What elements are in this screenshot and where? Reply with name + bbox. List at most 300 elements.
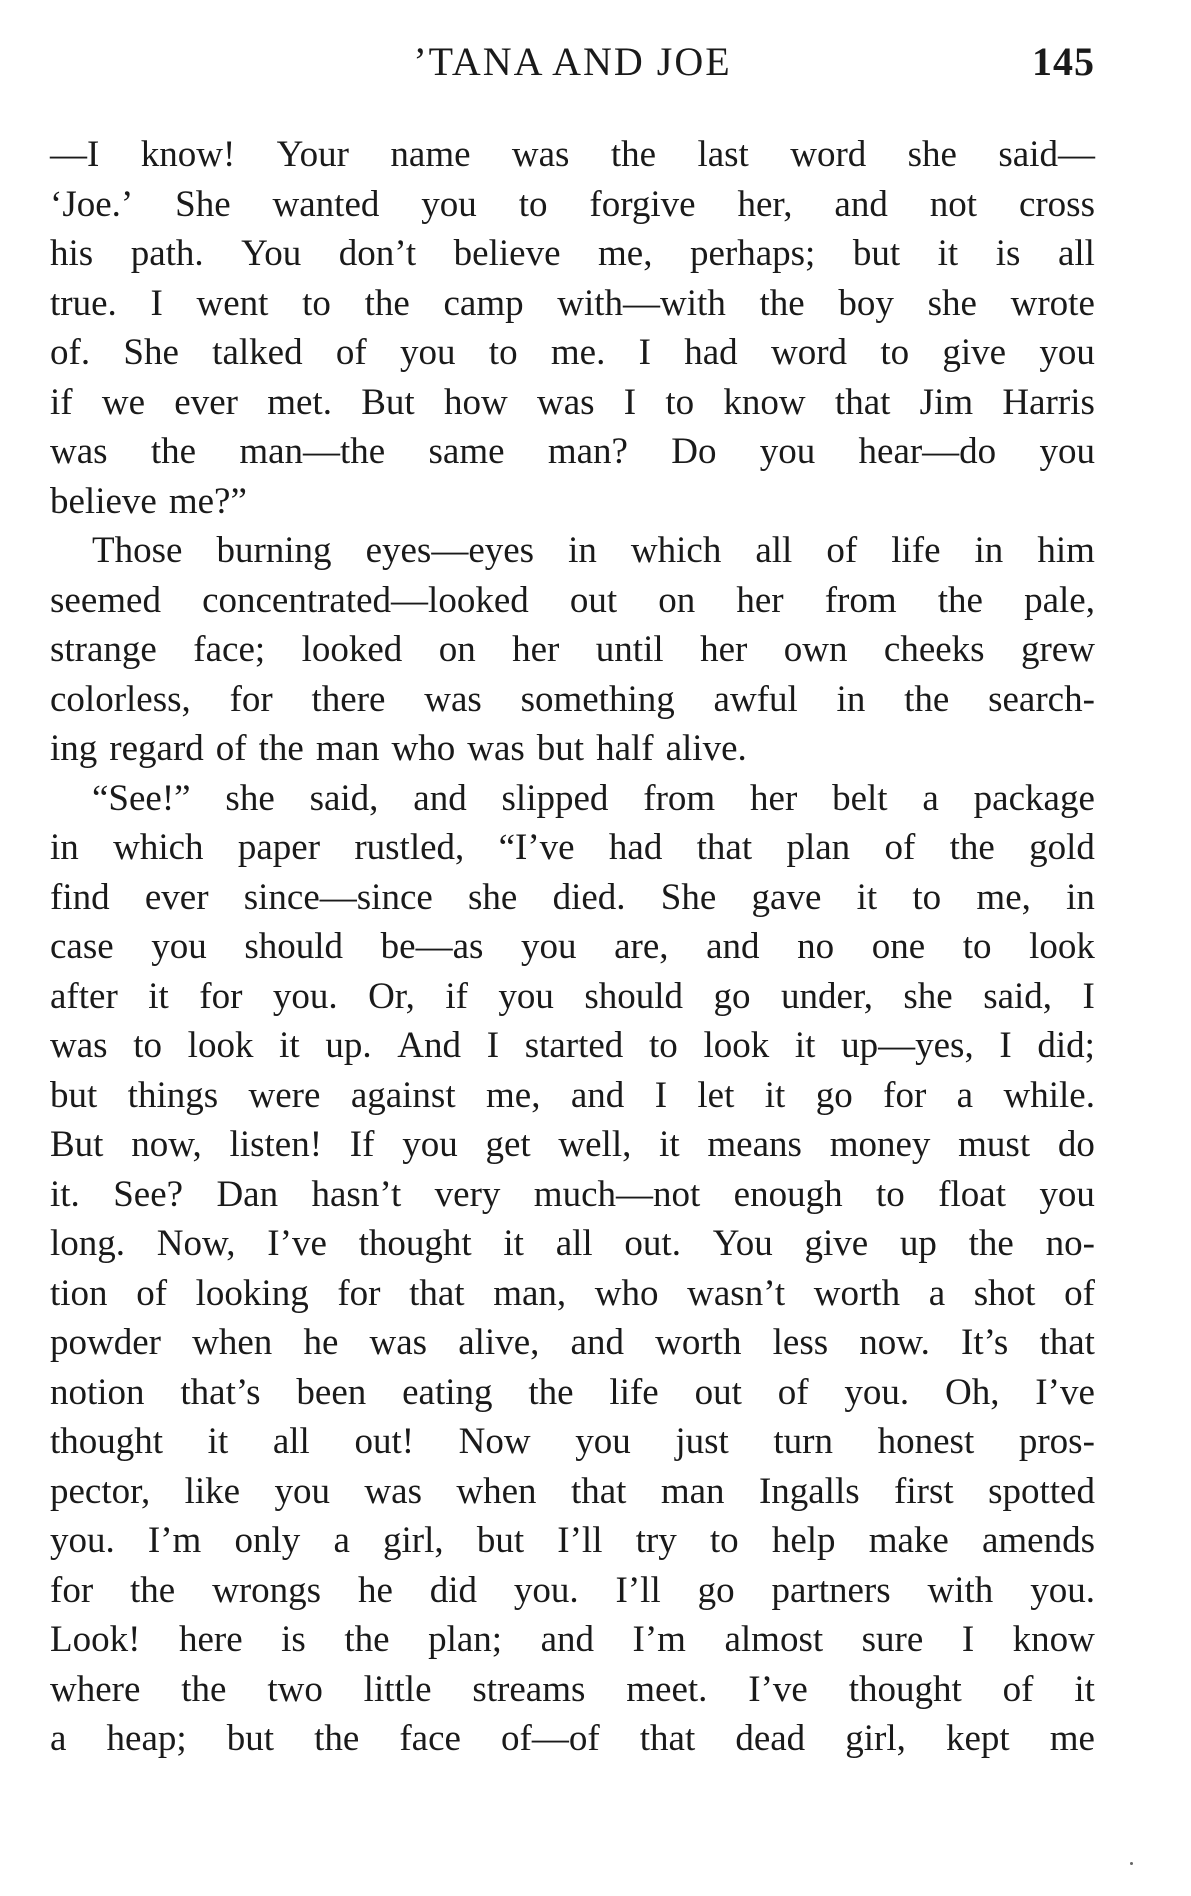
word: his xyxy=(50,233,94,274)
word: where xyxy=(50,1668,141,1710)
word: she xyxy=(927,282,977,324)
word: and xyxy=(540,1619,594,1660)
word: up xyxy=(899,1223,937,1264)
word: that xyxy=(570,1470,627,1512)
word: went xyxy=(196,282,269,324)
word: are, xyxy=(614,926,669,967)
text-line xyxy=(50,180,1095,230)
text-line xyxy=(50,1615,1095,1665)
word: awful xyxy=(713,678,798,720)
word: face; xyxy=(193,629,266,670)
word: should xyxy=(244,926,344,967)
word: just xyxy=(675,1421,729,1462)
word: go xyxy=(815,1074,853,1116)
word: for xyxy=(883,1074,927,1116)
word: hasn’t xyxy=(311,1173,402,1215)
word: If xyxy=(349,1124,375,1165)
word: thought xyxy=(50,1421,164,1462)
word: now. xyxy=(859,1322,930,1363)
word: me. xyxy=(550,332,606,373)
word: name xyxy=(390,134,471,175)
word: you xyxy=(1039,431,1095,472)
word: started xyxy=(524,1025,624,1066)
word: cross xyxy=(1018,183,1095,225)
word: you. xyxy=(272,975,338,1017)
word: her, xyxy=(737,183,793,225)
word: looking xyxy=(195,1272,309,1314)
word: seemed xyxy=(50,579,161,621)
word: you. xyxy=(50,1520,115,1561)
word: You xyxy=(712,1223,773,1264)
word: to xyxy=(133,1025,162,1066)
word: of xyxy=(826,530,858,571)
word: meet. xyxy=(626,1668,708,1710)
page-number: 145 xyxy=(1032,39,1095,84)
word: out xyxy=(694,1371,742,1413)
word: I xyxy=(486,1025,500,1066)
word: her xyxy=(736,579,784,621)
word: go xyxy=(697,1569,735,1611)
text-line xyxy=(50,526,1095,576)
word: to xyxy=(648,1025,678,1066)
word: know! xyxy=(140,134,236,175)
word: path. xyxy=(130,233,204,274)
word: of. xyxy=(50,332,91,373)
word: it xyxy=(207,1421,229,1462)
word: hear—do xyxy=(858,431,997,472)
word: you xyxy=(151,926,207,967)
word: burning xyxy=(216,530,332,571)
text-line xyxy=(50,1269,1095,1319)
word: a xyxy=(956,1074,974,1116)
word: that xyxy=(639,1718,696,1759)
word: streams xyxy=(472,1668,586,1710)
word: let xyxy=(697,1074,735,1116)
text-line xyxy=(50,774,1095,824)
word: But xyxy=(361,381,415,423)
word: me, xyxy=(486,1074,541,1116)
word: spotted xyxy=(988,1470,1095,1512)
word: wrote xyxy=(1010,282,1095,324)
word: that xyxy=(834,381,891,423)
word: worth xyxy=(655,1322,742,1363)
word: I’ve xyxy=(267,1223,327,1264)
word: a xyxy=(50,1718,67,1759)
word: was xyxy=(536,381,595,423)
word: here xyxy=(178,1619,243,1660)
word: life xyxy=(891,530,941,571)
word: you xyxy=(498,975,554,1017)
word: thought xyxy=(358,1223,472,1264)
text-line xyxy=(50,1368,1095,1418)
word: one xyxy=(871,926,926,967)
word: that xyxy=(1039,1322,1095,1363)
word: you. xyxy=(844,1371,910,1413)
word: two xyxy=(267,1668,323,1710)
word: money xyxy=(829,1124,931,1165)
word: she xyxy=(903,975,953,1017)
word: and xyxy=(570,1074,625,1116)
word: pale, xyxy=(1024,579,1095,621)
word: that xyxy=(409,1272,465,1314)
word: but xyxy=(50,1074,98,1116)
word: of xyxy=(215,728,247,769)
word: make xyxy=(868,1520,949,1561)
word: up. xyxy=(325,1025,372,1066)
word: the xyxy=(150,431,197,472)
word: it xyxy=(659,1124,680,1165)
word: boy xyxy=(838,282,894,324)
text-line xyxy=(50,229,1095,279)
word: did xyxy=(429,1569,478,1611)
word: to xyxy=(302,282,331,324)
word: grew xyxy=(1020,629,1095,670)
word: much—not xyxy=(533,1173,701,1215)
word: do xyxy=(1057,1124,1095,1165)
word: find xyxy=(50,876,110,918)
word: it xyxy=(794,1025,816,1066)
text-line xyxy=(50,1170,1095,1220)
word: to xyxy=(665,381,695,423)
word: who xyxy=(594,1272,659,1314)
word: You xyxy=(241,233,302,274)
word: Harris xyxy=(1002,381,1095,423)
word: was xyxy=(364,1470,422,1512)
word: had xyxy=(684,332,738,373)
word: it xyxy=(937,233,959,274)
word: no xyxy=(797,926,835,967)
word: and xyxy=(834,183,888,225)
text-line xyxy=(50,675,1095,725)
word: I xyxy=(150,282,163,324)
word: alive. xyxy=(665,728,747,769)
text-line xyxy=(50,1467,1095,1517)
word: the xyxy=(258,728,304,769)
word: out! xyxy=(354,1421,415,1462)
word: but xyxy=(536,728,585,769)
word: Oh, xyxy=(944,1371,1000,1413)
word: she xyxy=(225,777,275,819)
word: plan; xyxy=(428,1619,503,1660)
word: a xyxy=(922,777,939,819)
word: heap; xyxy=(106,1718,187,1759)
word: She xyxy=(660,876,717,918)
word: is xyxy=(281,1619,306,1660)
word: help xyxy=(771,1520,836,1561)
word: met. xyxy=(267,381,332,423)
text-line xyxy=(50,823,1095,873)
word: tion xyxy=(50,1272,108,1314)
word: it xyxy=(503,1223,524,1264)
word: And xyxy=(397,1025,462,1066)
word: get xyxy=(485,1124,531,1165)
word: man—the xyxy=(239,431,386,472)
word: the xyxy=(181,1668,227,1710)
word: word xyxy=(790,134,867,175)
text-line xyxy=(50,1665,1095,1715)
word: the xyxy=(364,282,410,324)
word: life xyxy=(609,1371,659,1413)
word: wanted xyxy=(272,183,380,225)
word: of xyxy=(1064,1272,1095,1314)
word: know xyxy=(723,381,806,423)
word: it xyxy=(764,1074,786,1116)
word: in xyxy=(1066,876,1095,918)
word: belt xyxy=(832,777,888,819)
word: well, xyxy=(558,1124,632,1165)
word: should xyxy=(584,975,684,1017)
word: no- xyxy=(1045,1223,1095,1264)
word: of xyxy=(335,332,367,373)
word: believe xyxy=(453,233,561,274)
word: the xyxy=(344,1619,390,1660)
word: to xyxy=(876,1173,905,1215)
word: you xyxy=(1039,332,1095,373)
word: very xyxy=(434,1173,501,1215)
word: “See!” xyxy=(92,777,191,819)
text-line xyxy=(50,972,1095,1022)
text-line xyxy=(50,1516,1095,1566)
word: you xyxy=(759,431,816,472)
word: try xyxy=(635,1520,677,1561)
word: until xyxy=(595,629,664,670)
word: with—with xyxy=(557,282,726,324)
word: search- xyxy=(988,678,1095,720)
word: to xyxy=(912,876,942,918)
word: I’m xyxy=(632,1619,686,1660)
word: things xyxy=(127,1074,219,1116)
word: colorless, xyxy=(50,678,191,720)
word: must xyxy=(958,1124,1031,1165)
word: ever xyxy=(174,381,238,423)
word: her xyxy=(750,777,798,819)
word: but xyxy=(476,1520,525,1561)
word: out xyxy=(569,579,618,621)
word: true. xyxy=(50,282,117,324)
word: in xyxy=(974,530,1004,571)
word: which xyxy=(113,827,204,868)
word: plan xyxy=(786,827,851,868)
word: was xyxy=(511,134,570,175)
word: float xyxy=(938,1173,1006,1215)
word: the xyxy=(759,282,805,324)
word: the xyxy=(130,1569,176,1611)
word: I’ve xyxy=(748,1668,808,1710)
word: the xyxy=(610,134,657,175)
word: for xyxy=(337,1272,381,1314)
word: the xyxy=(937,579,983,621)
word: listen! xyxy=(229,1124,323,1165)
text-line xyxy=(50,378,1095,428)
word: word xyxy=(770,332,848,373)
word: I xyxy=(638,332,651,373)
word: strange xyxy=(50,629,157,670)
word: Your xyxy=(276,134,349,175)
word: been xyxy=(296,1371,367,1413)
word: if xyxy=(50,381,73,423)
word: something xyxy=(520,678,675,720)
word: it xyxy=(148,975,169,1017)
word: I xyxy=(1082,975,1095,1017)
word: who xyxy=(391,728,456,769)
word: notion xyxy=(50,1371,145,1413)
word: did; xyxy=(1037,1025,1095,1066)
text-line xyxy=(50,279,1095,329)
text-line xyxy=(50,328,1095,378)
word: after xyxy=(50,975,118,1017)
word: Now xyxy=(458,1421,531,1462)
word: look xyxy=(703,1025,770,1066)
word: But xyxy=(50,1124,104,1165)
text-line xyxy=(50,922,1095,972)
word: less xyxy=(772,1322,829,1363)
word: in xyxy=(50,827,79,868)
word: and xyxy=(570,1322,624,1363)
word: pros- xyxy=(1018,1421,1095,1462)
word: believe xyxy=(50,480,157,522)
text-line xyxy=(50,625,1095,675)
word: talked xyxy=(212,332,303,373)
word: paper xyxy=(237,827,321,868)
word: worth xyxy=(813,1272,901,1314)
word: when xyxy=(456,1470,537,1512)
word: only xyxy=(234,1520,301,1561)
text-line xyxy=(50,1021,1095,1071)
word: ing xyxy=(50,728,98,769)
word: I xyxy=(623,381,637,423)
word: eyes—eyes xyxy=(365,530,535,571)
word: you xyxy=(400,332,456,373)
word: I xyxy=(961,1619,975,1660)
word: you. xyxy=(513,1569,579,1611)
word: said— xyxy=(998,134,1095,175)
word: how xyxy=(443,381,508,423)
word: Jim xyxy=(919,381,974,423)
word: partners xyxy=(771,1569,891,1611)
word: girl, xyxy=(383,1520,444,1561)
word: the xyxy=(528,1371,574,1413)
word: you xyxy=(274,1470,331,1512)
word: it xyxy=(1074,1668,1095,1710)
word: of xyxy=(1002,1668,1034,1710)
text-line xyxy=(50,1071,1095,1121)
word: for xyxy=(50,1569,94,1611)
word: looked xyxy=(301,629,403,670)
word: —I xyxy=(50,134,100,175)
word: enough xyxy=(733,1173,843,1215)
word: that’s xyxy=(180,1371,261,1413)
text-line xyxy=(50,130,1095,180)
word: you xyxy=(1039,1173,1095,1215)
text-line xyxy=(50,576,1095,626)
word: she xyxy=(468,876,518,918)
word: you. xyxy=(1030,1569,1095,1611)
word: honest xyxy=(877,1421,975,1462)
word: first xyxy=(894,1470,954,1512)
word: it xyxy=(856,876,878,918)
word: you xyxy=(520,926,577,967)
word: for xyxy=(199,975,243,1017)
word: him xyxy=(1037,530,1095,571)
word: but xyxy=(852,233,901,274)
word: to xyxy=(962,926,992,967)
word: had xyxy=(608,827,663,868)
word: the xyxy=(904,678,950,720)
word: I’ll xyxy=(557,1520,603,1561)
word: he xyxy=(357,1569,393,1611)
word: was xyxy=(50,431,108,472)
word: shot xyxy=(973,1272,1036,1314)
running-head xyxy=(50,38,1095,90)
word: pector, xyxy=(50,1470,151,1512)
word: from xyxy=(824,579,897,621)
text-line xyxy=(50,1219,1095,1269)
word: said, xyxy=(309,777,379,819)
text-line xyxy=(50,1120,1095,1170)
word: which xyxy=(630,530,722,571)
text-line xyxy=(50,1318,1095,1368)
word: up—yes, xyxy=(841,1025,974,1066)
word: with xyxy=(927,1569,994,1611)
word: me, xyxy=(598,233,653,274)
word: go xyxy=(713,975,751,1017)
word: you xyxy=(421,183,477,225)
word: perhaps; xyxy=(689,233,816,274)
text-line xyxy=(50,1417,1095,1467)
word: long. xyxy=(50,1223,126,1264)
word: and xyxy=(706,926,760,967)
word: regard xyxy=(109,728,204,769)
word: slipped xyxy=(501,777,609,819)
text-line xyxy=(50,427,1095,477)
word: don’t xyxy=(338,233,417,274)
word: See? xyxy=(113,1173,184,1215)
text-line xyxy=(50,1714,1095,1764)
word: all xyxy=(555,1223,593,1264)
word: amends xyxy=(981,1520,1095,1561)
word: against xyxy=(350,1074,456,1116)
word: since—since xyxy=(243,876,433,918)
word: camp xyxy=(443,282,524,324)
word: the xyxy=(968,1223,1014,1264)
word: half xyxy=(596,728,654,769)
word: died. xyxy=(552,876,626,918)
word: turn xyxy=(773,1421,834,1462)
text-line xyxy=(50,477,1095,527)
word: She xyxy=(123,332,179,373)
word: all xyxy=(755,530,793,571)
word: to xyxy=(709,1520,739,1561)
word: under, xyxy=(780,975,873,1017)
word: a xyxy=(928,1272,946,1314)
word: was xyxy=(424,678,482,720)
word: wrongs xyxy=(212,1569,322,1611)
word: sure xyxy=(861,1619,924,1660)
word: Those xyxy=(92,530,183,571)
word: her xyxy=(700,629,748,670)
word: powder xyxy=(50,1322,161,1363)
word: you xyxy=(575,1421,631,1462)
word: Look! xyxy=(50,1619,141,1660)
word: of xyxy=(777,1371,809,1413)
word: man xyxy=(660,1470,725,1512)
word: there xyxy=(311,678,386,720)
word: girl, xyxy=(845,1718,906,1759)
word: dead xyxy=(735,1718,806,1759)
word: eating xyxy=(402,1371,493,1413)
text-line xyxy=(50,873,1095,923)
word: all xyxy=(1057,233,1095,274)
